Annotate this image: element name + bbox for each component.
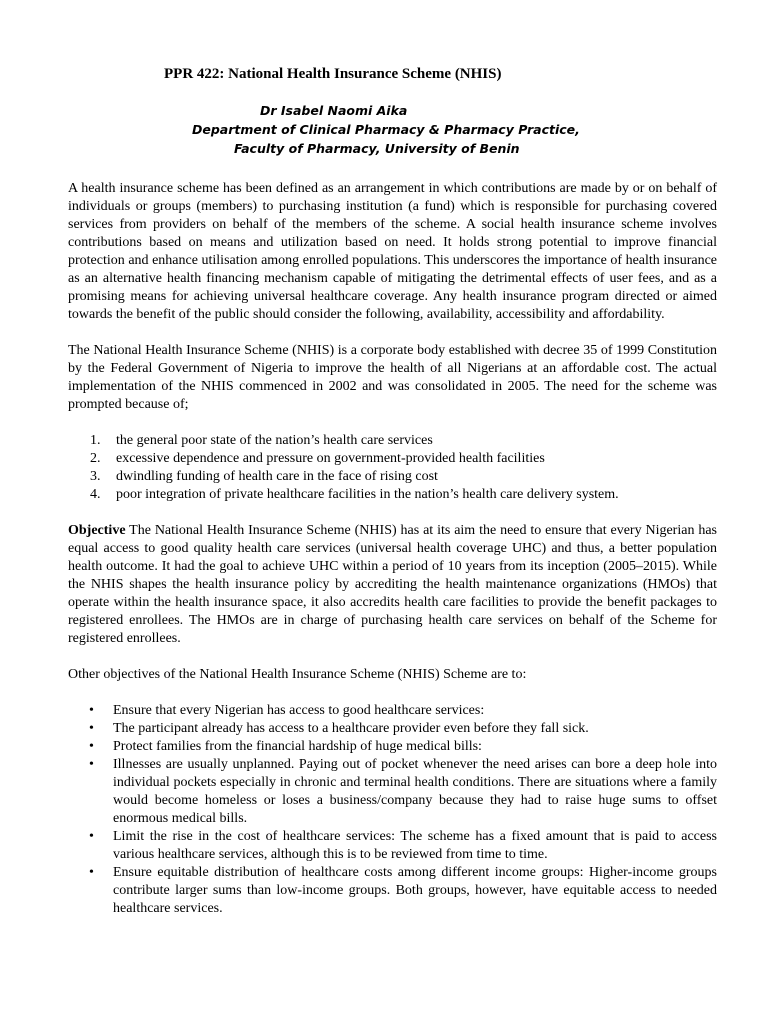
author-department: Department of Clinical Pharmacy & Pharmacy Practice, <box>192 122 580 137</box>
document-page <box>68 64 717 918</box>
other-objectives-intro: Other objectives of the National Health Insurance Scheme (NHIS) Scheme are to: <box>68 667 527 682</box>
objective-item: • Ensure equitable distribution of healthcare costs among different income groups: Higher-income groups contribute larger sums than low-income groups. Both groups, however, have equitable access to needed healthcare services. <box>113 864 717 918</box>
objective-item: • The participant already has access to a healthcare provider even before they fall sick. <box>113 720 717 738</box>
author-block <box>68 101 717 158</box>
document-title: PPR 422: National Health Insurance Scheme (NHIS) <box>164 66 502 82</box>
objective-text: The National Health Insurance Scheme (NHIS) has at its aim the need to ensure that every Nigerian has equal access to good quality health care services (universal health coverage UHC) and thus, a better population health outcome. It had the goal to achieve UHC within a period of 10 years from its inception (2005–2015). While the NHIS shapes the health insurance policy by accrediting the health maintenance organizations (HMOs) that operate within the health insurance space, it also accredits health care facilities to provide the benefit packages to registered enrollees. The HMOs are in charge of purchasing health care services on behalf of the Scheme for registered enrollees. <box>68 523 717 646</box>
nhis-paragraph: The National Health Insurance Scheme (NHIS) is a corporate body established with decree 35 of 1999 Constitution by the Federal Government of Nigeria to improve the health of all Nigerians at an affordable cost. The actual implementation of the NHIS commenced in 2002 and was consolidated in 2005. The need for the scheme was prompted because of; <box>68 343 717 412</box>
author-faculty: Faculty of Pharmacy, University of Benin <box>234 141 520 156</box>
reason-item: poor integration of private healthcare facilities in the nation’s health care delivery system. <box>116 487 619 502</box>
intro-paragraph: A health insurance scheme has been defined as an arrangement in which contributions are made by or on behalf of individuals or groups (members) to purchasing institution (a fund) which is responsible for purchasing covered services from providers on behalf of the members of the scheme. A social health insurance scheme involves contributions based on means and utilization based on need. It holds strong potential to improve financial protection and enhance utilisation among enrolled populations. This underscores the importance of health insurance as an alternative health financing mechanism capable of mitigating the detrimental effects of user fees, and as a promising means for achieving universal healthcare coverage. Any health insurance program directed or aimed towards the benefit of the public should consider the following, availability, accessibility and affordability. <box>68 181 717 322</box>
objective-item: • Illnesses are usually unplanned. Paying out of pocket whenever the need arises can bore a deep hole into individual pockets especially in chronic and terminal health conditions. There are situations where a family would become homeless or loses a business/company because they had to raise huge sums to offset enormous medical bills. <box>113 756 717 828</box>
reason-item: excessive dependence and pressure on government-provided health facilities <box>116 451 545 466</box>
author-name: Dr Isabel Naomi Aika <box>260 103 408 118</box>
reason-item: dwindling funding of health care in the face of rising cost <box>116 469 438 484</box>
objectives-list <box>68 702 717 918</box>
objective-label: Objective <box>68 523 126 538</box>
reason-item: the general poor state of the nation’s health care services <box>116 433 433 448</box>
objective-item: • Ensure that every Nigerian has access to good healthcare services: <box>113 702 717 720</box>
objective-paragraph <box>68 522 717 648</box>
reasons-list <box>68 432 717 504</box>
objective-item: • Limit the rise in the cost of healthcare services: The scheme has a fixed amount that is paid to access various healthcare services, although this is to be reviewed from time to time. <box>113 828 717 864</box>
objective-item: • Protect families from the financial hardship of huge medical bills: <box>113 738 717 756</box>
